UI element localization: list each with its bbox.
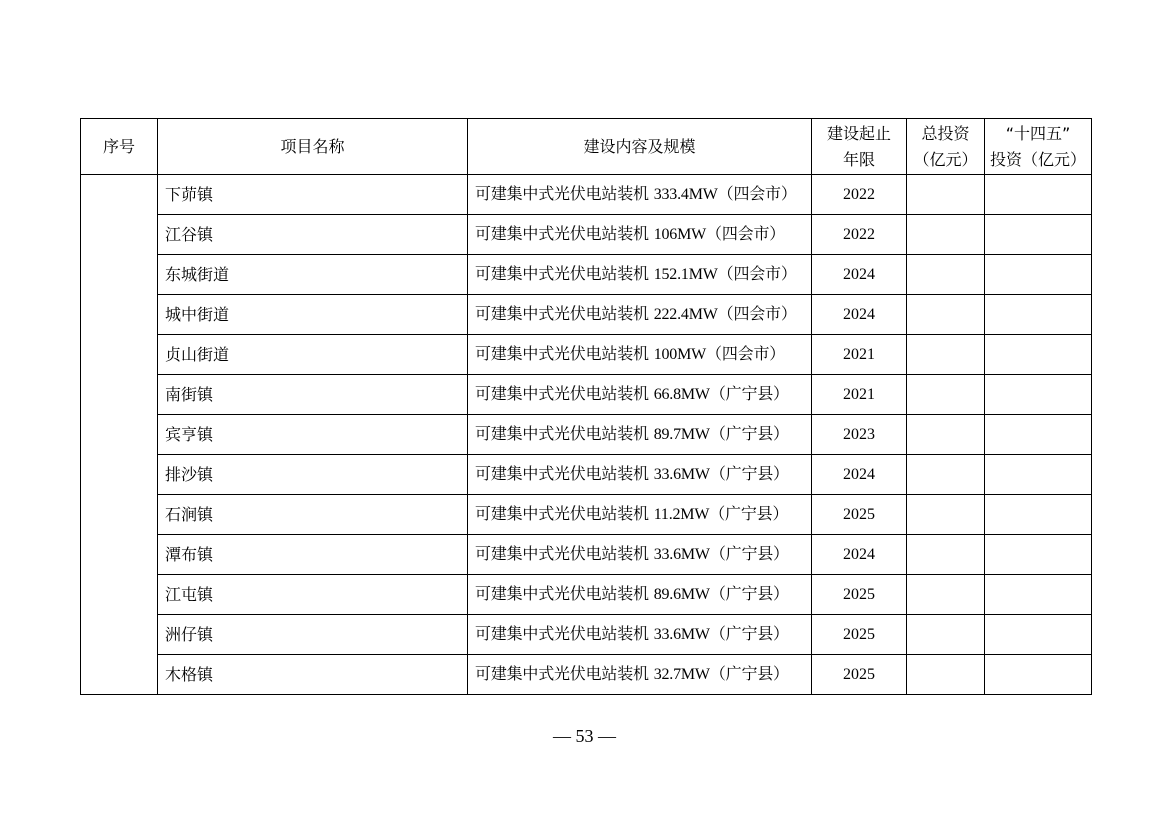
page-number: — 53 — (553, 726, 616, 746)
table-row (81, 255, 1092, 295)
scope-prefix: 可建集中式光伏电站装机 (475, 504, 649, 523)
project-name-cell: 贞山街道 (158, 335, 468, 375)
project-name-cell: 城中街道 (158, 295, 468, 335)
year-cell: 2022 (812, 215, 907, 255)
scope-cell (468, 575, 812, 615)
scope-prefix: 可建集中式光伏电站装机 (475, 464, 649, 483)
scope-capacity: 100MW (653, 346, 707, 363)
scope-prefix: 可建集中式光伏电站装机 (475, 544, 649, 563)
plan-investment-cell (985, 215, 1092, 255)
header-period (812, 119, 907, 175)
scope-cell (468, 215, 812, 255)
total-investment-cell (907, 215, 985, 255)
project-name-cell: 南街镇 (158, 375, 468, 415)
year-cell: 2024 (812, 535, 907, 575)
scope-prefix: 可建集中式光伏电站装机 (475, 664, 649, 683)
total-investment-cell (907, 175, 985, 215)
scope-cell (468, 415, 812, 455)
project-table (80, 118, 1092, 695)
plan-investment-cell (985, 255, 1092, 295)
scope-region: （广宁县） (709, 424, 789, 443)
header-total-line2: （亿元） (913, 149, 978, 169)
header-period-line2: 年限 (842, 149, 875, 169)
scope-capacity: 33.6MW (653, 466, 710, 483)
header-period-line1: 建设起止 (826, 123, 891, 143)
scope-capacity: 106MW (653, 226, 707, 243)
scope-prefix: 可建集中式光伏电站装机 (475, 184, 649, 203)
total-investment-cell (907, 495, 985, 535)
scope-prefix: 可建集中式光伏电站装机 (475, 384, 649, 403)
scope-prefix: 可建集中式光伏电站装机 (475, 584, 649, 603)
project-name-cell: 潭布镇 (158, 535, 468, 575)
table-row (81, 375, 1092, 415)
table-row (81, 455, 1092, 495)
year-cell: 2024 (812, 255, 907, 295)
project-name-cell: 木格镇 (158, 655, 468, 695)
scope-prefix: 可建集中式光伏电站装机 (475, 624, 649, 643)
scope-cell (468, 375, 812, 415)
scope-capacity: 222.4MW (653, 306, 718, 323)
scope-capacity: 32.7MW (653, 666, 710, 683)
total-investment-cell (907, 335, 985, 375)
project-name-cell: 下茆镇 (158, 175, 468, 215)
scope-prefix: 可建集中式光伏电站装机 (475, 344, 649, 363)
year-cell: 2025 (812, 655, 907, 695)
table-row (81, 535, 1092, 575)
seq-cell (81, 175, 158, 695)
scope-region: （广宁县） (709, 504, 789, 523)
plan-investment-cell (985, 495, 1092, 535)
plan-investment-cell (985, 535, 1092, 575)
plan-investment-cell (985, 375, 1092, 415)
scope-cell (468, 535, 812, 575)
scope-capacity: 66.8MW (653, 386, 710, 403)
table-body (81, 175, 1092, 695)
plan-investment-cell (985, 575, 1092, 615)
plan-investment-cell (985, 295, 1092, 335)
project-name-cell: 石涧镇 (158, 495, 468, 535)
year-cell: 2023 (812, 415, 907, 455)
scope-region: （广宁县） (709, 624, 789, 643)
scope-region: （四会市） (717, 184, 797, 203)
scope-prefix: 可建集中式光伏电站装机 (475, 304, 649, 323)
year-cell: 2024 (812, 455, 907, 495)
project-name-cell: 东城街道 (158, 255, 468, 295)
table-row (81, 215, 1092, 255)
header-scope: 建设内容及规模 (468, 119, 812, 175)
scope-capacity: 89.6MW (653, 586, 710, 603)
scope-region: （四会市） (706, 224, 786, 243)
scope-cell (468, 455, 812, 495)
table-header-row (81, 119, 1092, 175)
year-cell: 2025 (812, 495, 907, 535)
header-project-name: 项目名称 (158, 119, 468, 175)
year-cell: 2021 (812, 375, 907, 415)
scope-cell (468, 615, 812, 655)
year-cell: 2022 (812, 175, 907, 215)
plan-investment-cell (985, 615, 1092, 655)
scope-region: （广宁县） (709, 384, 789, 403)
total-investment-cell (907, 655, 985, 695)
scope-capacity: 89.7MW (653, 426, 710, 443)
scope-prefix: 可建集中式光伏电站装机 (475, 424, 649, 443)
year-cell: 2025 (812, 615, 907, 655)
scope-region: （四会市） (706, 344, 786, 363)
project-name-cell: 洲仔镇 (158, 615, 468, 655)
total-investment-cell (907, 575, 985, 615)
header-total-investment (907, 119, 985, 175)
table-row (81, 295, 1092, 335)
total-investment-cell (907, 535, 985, 575)
scope-cell (468, 295, 812, 335)
scope-cell (468, 655, 812, 695)
scope-cell (468, 335, 812, 375)
year-cell: 2025 (812, 575, 907, 615)
total-investment-cell (907, 455, 985, 495)
project-name-cell: 宾亨镇 (158, 415, 468, 455)
plan-investment-cell (985, 175, 1092, 215)
plan-investment-cell (985, 415, 1092, 455)
header-total-line1: 总投资 (921, 123, 970, 143)
scope-capacity: 333.4MW (653, 186, 718, 203)
total-investment-cell (907, 255, 985, 295)
year-cell: 2021 (812, 335, 907, 375)
table-row (81, 175, 1092, 215)
scope-region: （广宁县） (709, 464, 789, 483)
table-row (81, 335, 1092, 375)
header-plan-line1: “十四五” (1005, 123, 1071, 143)
table-row (81, 655, 1092, 695)
total-investment-cell (907, 375, 985, 415)
scope-cell (468, 495, 812, 535)
plan-investment-cell (985, 455, 1092, 495)
header-seq: 序号 (81, 119, 158, 175)
table-row (81, 575, 1092, 615)
plan-investment-cell (985, 335, 1092, 375)
scope-cell (468, 255, 812, 295)
plan-investment-cell (985, 655, 1092, 695)
scope-region: （四会市） (717, 264, 797, 283)
scope-capacity: 33.6MW (653, 546, 710, 563)
total-investment-cell (907, 415, 985, 455)
scope-capacity: 33.6MW (653, 626, 710, 643)
scope-region: （广宁县） (709, 544, 789, 563)
scope-capacity: 152.1MW (653, 266, 718, 283)
scope-region: （广宁县） (709, 664, 789, 683)
table-row (81, 415, 1092, 455)
project-name-cell: 排沙镇 (158, 455, 468, 495)
project-name-cell: 江屯镇 (158, 575, 468, 615)
scope-capacity: 11.2MW (653, 506, 710, 523)
scope-prefix: 可建集中式光伏电站装机 (475, 264, 649, 283)
scope-cell (468, 175, 812, 215)
header-plan-investment (985, 119, 1092, 175)
total-investment-cell (907, 295, 985, 335)
year-cell: 2024 (812, 295, 907, 335)
scope-region: （四会市） (717, 304, 797, 323)
total-investment-cell (907, 615, 985, 655)
table-row (81, 495, 1092, 535)
scope-region: （广宁县） (709, 584, 789, 603)
header-plan-line2: 投资（亿元） (989, 149, 1086, 169)
scope-prefix: 可建集中式光伏电站装机 (475, 224, 649, 243)
table-row (81, 615, 1092, 655)
project-name-cell: 江谷镇 (158, 215, 468, 255)
